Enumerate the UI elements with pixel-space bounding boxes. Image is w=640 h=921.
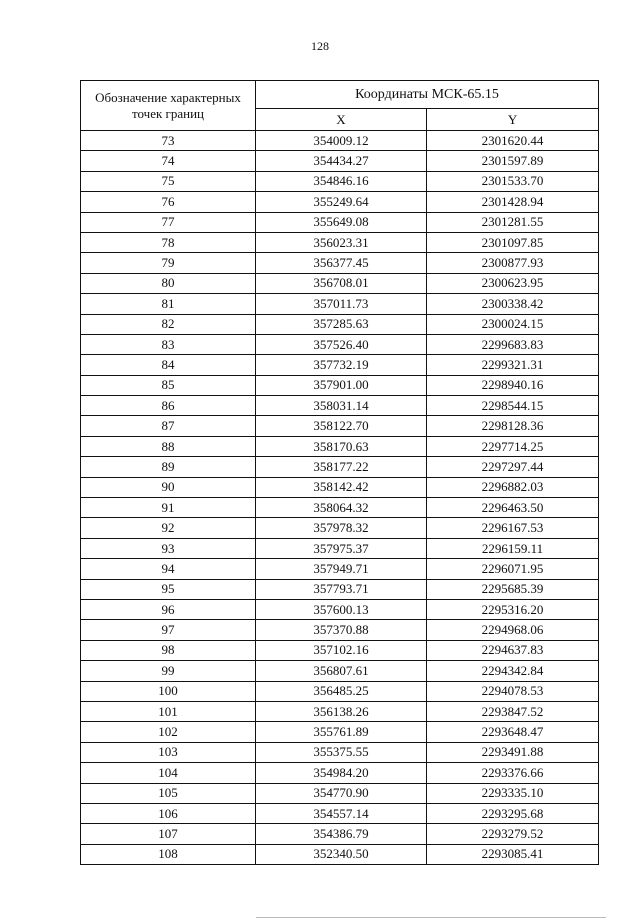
table-row	[81, 681, 599, 701]
y-coordinate-cell: 2294637.83	[427, 640, 599, 660]
y-coordinate-cell: 2300877.93	[427, 253, 599, 273]
y-coordinate-cell: 2293279.52	[427, 824, 599, 844]
x-coordinate-cell: 354434.27	[256, 151, 427, 171]
y-coordinate-cell: 2301281.55	[427, 212, 599, 232]
table-row	[81, 620, 599, 640]
x-coordinate-cell: 357370.88	[256, 620, 427, 640]
table-row	[81, 640, 599, 660]
y-coordinate-cell: 2297714.25	[427, 436, 599, 456]
scan-edge-line	[256, 917, 606, 918]
x-column-header: X	[256, 109, 427, 131]
point-label-header: Обозначение характерных точек границ	[81, 81, 256, 131]
y-coordinate-cell: 2300623.95	[427, 273, 599, 293]
y-coordinate-cell: 2298544.15	[427, 396, 599, 416]
table-row	[81, 824, 599, 844]
point-cell: 79	[81, 253, 256, 273]
y-coordinate-cell: 2297297.44	[427, 457, 599, 477]
table-row	[81, 171, 599, 191]
x-coordinate-cell: 357732.19	[256, 355, 427, 375]
y-coordinate-cell: 2296463.50	[427, 498, 599, 518]
table-row	[81, 212, 599, 232]
point-cell: 93	[81, 538, 256, 558]
table-row	[81, 151, 599, 171]
x-coordinate-cell: 358177.22	[256, 457, 427, 477]
point-cell: 75	[81, 171, 256, 191]
y-coordinate-cell: 2295685.39	[427, 579, 599, 599]
point-cell: 107	[81, 824, 256, 844]
point-cell: 98	[81, 640, 256, 660]
x-coordinate-cell: 358031.14	[256, 396, 427, 416]
table-row	[81, 375, 599, 395]
x-coordinate-cell: 358142.42	[256, 477, 427, 497]
x-coordinate-cell: 354846.16	[256, 171, 427, 191]
point-cell: 88	[81, 436, 256, 456]
point-cell: 81	[81, 294, 256, 314]
table-row	[81, 457, 599, 477]
x-coordinate-cell: 357600.13	[256, 599, 427, 619]
coordinates-group-header: Координаты МСК-65.15	[256, 81, 599, 109]
point-cell: 105	[81, 783, 256, 803]
point-cell: 85	[81, 375, 256, 395]
table-row	[81, 253, 599, 273]
x-coordinate-cell: 357102.16	[256, 640, 427, 660]
y-coordinate-cell: 2294342.84	[427, 661, 599, 681]
x-coordinate-cell: 355649.08	[256, 212, 427, 232]
table-row	[81, 355, 599, 375]
x-coordinate-cell: 358064.32	[256, 498, 427, 518]
point-cell: 82	[81, 314, 256, 334]
y-coordinate-cell: 2296167.53	[427, 518, 599, 538]
point-cell: 106	[81, 803, 256, 823]
table-row	[81, 498, 599, 518]
y-coordinate-cell: 2298128.36	[427, 416, 599, 436]
y-coordinate-cell: 2293335.10	[427, 783, 599, 803]
table-row	[81, 273, 599, 293]
point-cell: 103	[81, 742, 256, 762]
y-coordinate-cell: 2293295.68	[427, 803, 599, 823]
y-coordinate-cell: 2300024.15	[427, 314, 599, 334]
point-cell: 97	[81, 620, 256, 640]
point-cell: 89	[81, 457, 256, 477]
y-coordinate-cell: 2296071.95	[427, 559, 599, 579]
table-row	[81, 518, 599, 538]
page-number: 128	[311, 39, 329, 53]
x-coordinate-cell: 356708.01	[256, 273, 427, 293]
x-coordinate-cell: 357901.00	[256, 375, 427, 395]
x-coordinate-cell: 357975.37	[256, 538, 427, 558]
point-cell: 102	[81, 722, 256, 742]
x-coordinate-cell: 357285.63	[256, 314, 427, 334]
y-coordinate-cell: 2299683.83	[427, 334, 599, 354]
x-coordinate-cell: 357011.73	[256, 294, 427, 314]
point-cell: 78	[81, 232, 256, 252]
table-row	[81, 334, 599, 354]
point-cell: 84	[81, 355, 256, 375]
x-coordinate-cell: 354984.20	[256, 763, 427, 783]
x-coordinate-cell: 358122.70	[256, 416, 427, 436]
x-coordinate-cell: 358170.63	[256, 436, 427, 456]
y-coordinate-cell: 2295316.20	[427, 599, 599, 619]
table-row	[81, 599, 599, 619]
table-row	[81, 192, 599, 212]
x-coordinate-cell: 356485.25	[256, 681, 427, 701]
point-cell: 86	[81, 396, 256, 416]
x-coordinate-cell: 355249.64	[256, 192, 427, 212]
x-coordinate-cell: 354770.90	[256, 783, 427, 803]
point-cell: 95	[81, 579, 256, 599]
y-coordinate-cell: 2301097.85	[427, 232, 599, 252]
x-coordinate-cell: 356138.26	[256, 701, 427, 721]
point-cell: 92	[81, 518, 256, 538]
y-coordinate-cell: 2294078.53	[427, 681, 599, 701]
y-coordinate-cell: 2298940.16	[427, 375, 599, 395]
table-row	[81, 436, 599, 456]
x-coordinate-cell: 352340.50	[256, 844, 427, 864]
table-row	[81, 742, 599, 762]
table-row	[81, 701, 599, 721]
table-row	[81, 314, 599, 334]
table-row	[81, 661, 599, 681]
coordinates-table	[80, 80, 599, 865]
x-coordinate-cell: 354557.14	[256, 803, 427, 823]
x-coordinate-cell: 357949.71	[256, 559, 427, 579]
table-row	[81, 416, 599, 436]
point-cell: 77	[81, 212, 256, 232]
table-row	[81, 559, 599, 579]
point-cell: 74	[81, 151, 256, 171]
y-coordinate-cell: 2294968.06	[427, 620, 599, 640]
table-row	[81, 844, 599, 864]
point-cell: 96	[81, 599, 256, 619]
point-cell: 73	[81, 131, 256, 151]
y-coordinate-cell: 2293491.88	[427, 742, 599, 762]
y-coordinate-cell: 2301533.70	[427, 171, 599, 191]
y-coordinate-cell: 2301428.94	[427, 192, 599, 212]
x-coordinate-cell: 354386.79	[256, 824, 427, 844]
table-row	[81, 763, 599, 783]
point-cell: 91	[81, 498, 256, 518]
point-cell: 101	[81, 701, 256, 721]
point-cell: 100	[81, 681, 256, 701]
point-cell: 76	[81, 192, 256, 212]
y-coordinate-cell: 2301620.44	[427, 131, 599, 151]
y-coordinate-cell: 2293376.66	[427, 763, 599, 783]
x-coordinate-cell: 357526.40	[256, 334, 427, 354]
y-coordinate-cell: 2300338.42	[427, 294, 599, 314]
table-row	[81, 803, 599, 823]
x-coordinate-cell: 355761.89	[256, 722, 427, 742]
point-cell: 90	[81, 477, 256, 497]
y-coordinate-cell: 2293847.52	[427, 701, 599, 721]
x-coordinate-cell: 356377.45	[256, 253, 427, 273]
table-row	[81, 294, 599, 314]
table-row	[81, 783, 599, 803]
y-column-header: Y	[427, 109, 599, 131]
table-row	[81, 477, 599, 497]
point-cell: 87	[81, 416, 256, 436]
y-coordinate-cell: 2293085.41	[427, 844, 599, 864]
x-coordinate-cell: 356807.61	[256, 661, 427, 681]
y-coordinate-cell: 2301597.89	[427, 151, 599, 171]
point-cell: 94	[81, 559, 256, 579]
table-row	[81, 232, 599, 252]
x-coordinate-cell: 356023.31	[256, 232, 427, 252]
y-coordinate-cell: 2296882.03	[427, 477, 599, 497]
table-row	[81, 722, 599, 742]
point-cell: 99	[81, 661, 256, 681]
y-coordinate-cell: 2293648.47	[427, 722, 599, 742]
x-coordinate-cell: 354009.12	[256, 131, 427, 151]
point-cell: 108	[81, 844, 256, 864]
y-coordinate-cell: 2296159.11	[427, 538, 599, 558]
x-coordinate-cell: 357793.71	[256, 579, 427, 599]
x-coordinate-cell: 357978.32	[256, 518, 427, 538]
point-cell: 83	[81, 334, 256, 354]
table-row	[81, 538, 599, 558]
point-cell: 104	[81, 763, 256, 783]
point-cell: 80	[81, 273, 256, 293]
x-coordinate-cell: 355375.55	[256, 742, 427, 762]
table-row	[81, 579, 599, 599]
y-coordinate-cell: 2299321.31	[427, 355, 599, 375]
table-row	[81, 396, 599, 416]
table-body	[81, 131, 599, 865]
table-row	[81, 131, 599, 151]
table-header	[81, 81, 599, 131]
